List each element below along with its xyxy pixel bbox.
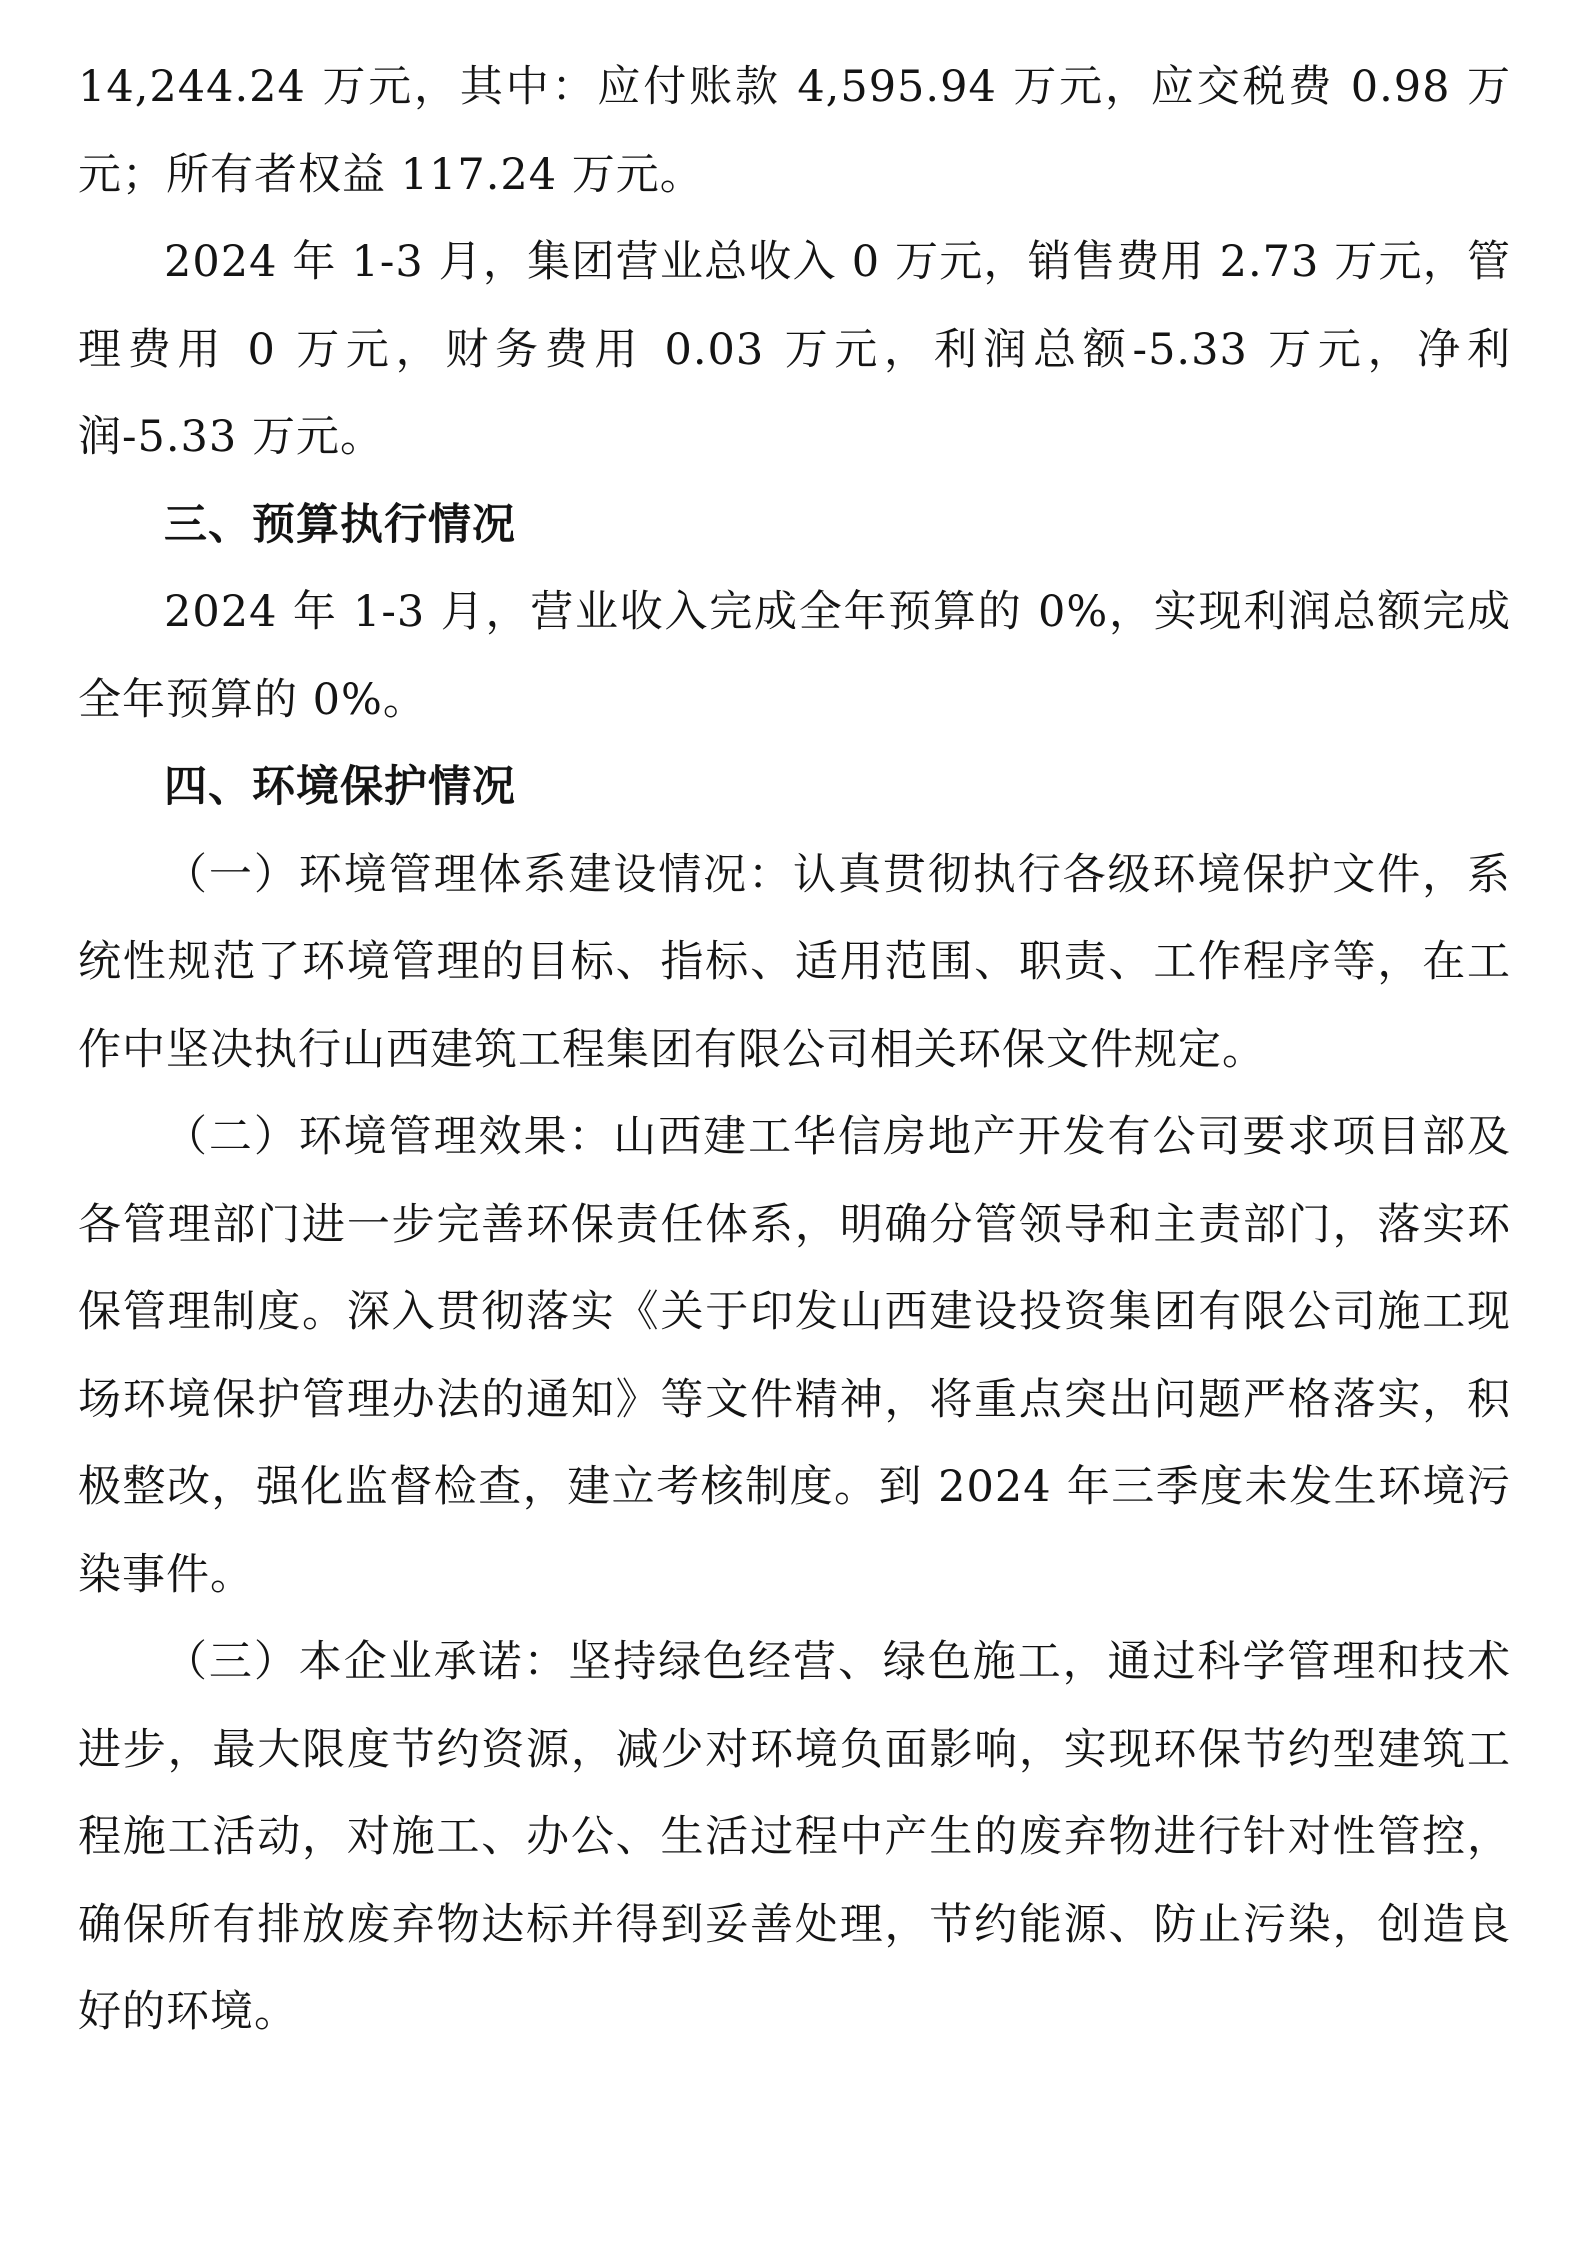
paragraph-enterprise-commitment: （三）本企业承诺：坚持绿色经营、绿色施工，通过科学管理和技术进步，最大限度节约资源，减少对环境负面影响，实现环保节约型建筑工程施工活动，对施工、办公、生活过程中产生的废弃物进行针对性管控，确保所有排放废弃物达标并得到妥善处理，节约能源、防止污染，创造良好的环境。 (78, 1637, 1511, 2037)
paragraph-env-management-effect: （二）环境管理效果：山西建工华信房地产开发有公司要求项目部及各管理部门进一步完善环保责任体系，明确分管领导和主责部门，落实环保管理制度。深入贯彻落实《关于印发山西建设投资集团有限公司施工现场环境保护管理办法的通知》等文件精神，将重点突出问题严格落实，积极整改，强化监督检查，建立考核制度。到 2024 年三季度未发生环境污染事件。 (78, 1112, 1511, 1600)
paragraph-q1-income: 2024 年 1-3 月，集团营业总收入 0 万元，销售费用 2.73 万元，管理费用 0 万元，财务费用 0.03 万元，利润总额-5.33 万元，净利润-5.33 万元。 (78, 237, 1511, 462)
paragraph-balance-sheet-continuation: 14,244.24 万元，其中：应付账款 4,595.94 万元，应交税费 0.98 万元；所有者权益 117.24 万元。 (78, 62, 1511, 200)
paragraph-env-management-system: （一）环境管理体系建设情况：认真贯彻执行各级环境保护文件，系统性规范了环境管理的目标、指标、适用范围、职责、工作程序等，在工作中坚决执行山西建筑工程集团有限公司相关环保文件规定。 (78, 849, 1511, 1075)
document-page (78, 44, 1511, 2057)
section-heading-environmental-protection: 四、环境保护情况 (164, 762, 516, 812)
paragraph-budget-completion: 2024 年 1-3 月，营业收入完成全年预算的 0%，实现利润总额完成全年预算的 0%。 (78, 587, 1511, 725)
section-heading-budget-execution: 三、预算执行情况 (164, 499, 516, 550)
